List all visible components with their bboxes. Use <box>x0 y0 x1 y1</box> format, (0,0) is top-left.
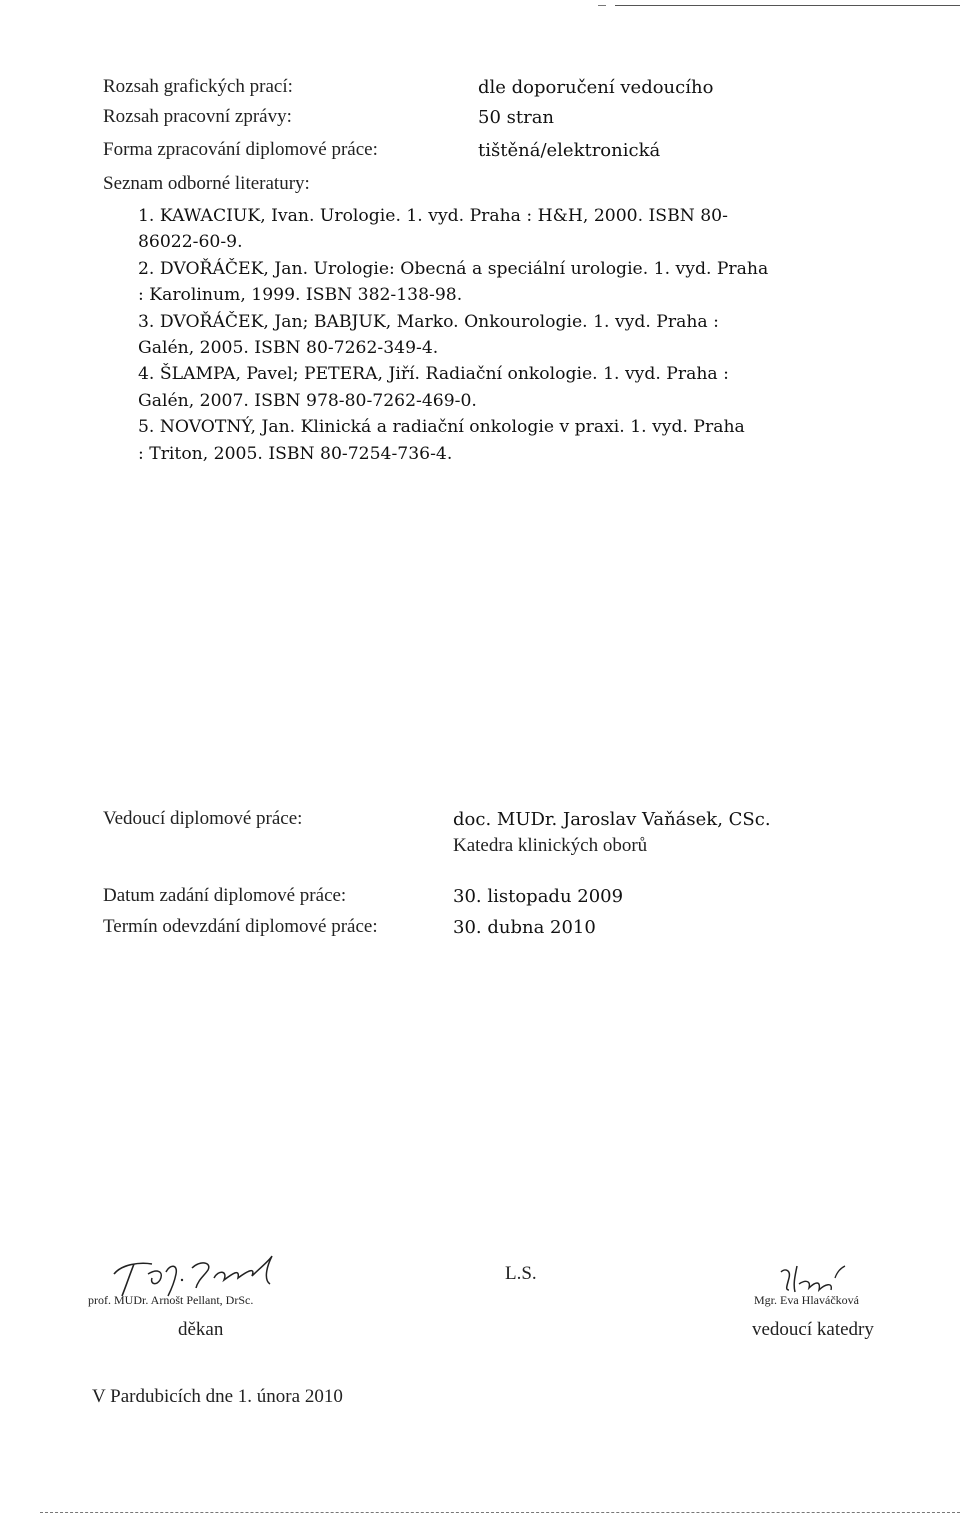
head-title: vedoucí katedry <box>752 1319 874 1340</box>
thesis-form-value: tištěná/elektronická <box>478 140 661 161</box>
submission-date-value: 30. dubna 2010 <box>453 917 596 938</box>
reference-line: : Triton, 2005. ISBN 80-7254-736-4. <box>138 443 453 464</box>
dean-title: děkan <box>178 1319 224 1340</box>
reference-line: 5. NOVOTNÝ, Jan. Klinická a radiační onkologie v praxi. 1. vyd. Praha <box>138 417 745 438</box>
references-list <box>138 203 928 467</box>
supervisor-department: Katedra klinických oborů <box>453 835 648 856</box>
assignment-date-value: 30. listopadu 2009 <box>453 886 624 907</box>
thesis-form-label: Forma zpracování diplomové práce: <box>103 139 378 160</box>
reference-line: Galén, 2007. ISBN 978-80-7262-469-0. <box>138 390 477 411</box>
reference-line: Galén, 2005. ISBN 80-7262-349-4. <box>138 338 439 359</box>
reference-line: 3. DVOŘÁČEK, Jan; BABJUK, Marko. Onkourologie. 1. vyd. Praha : <box>138 311 719 332</box>
reference-line: 86022-60-9. <box>138 232 243 253</box>
submission-date-label: Termín odevzdání diplomové práce: <box>103 916 378 937</box>
reference-line: : Karolinum, 1999. ISBN 382-138-98. <box>138 285 463 306</box>
scan-top-rule <box>615 5 960 6</box>
literature-label: Seznam odborné literatury: <box>103 173 310 194</box>
place-date: V Pardubicích dne 1. února 2010 <box>92 1386 343 1407</box>
seal-mark: L.S. <box>505 1263 537 1284</box>
reference-line: 1. KAWACIUK, Ivan. Urologie. 1. vyd. Praha : H&H, 2000. ISBN 80- <box>138 206 728 226</box>
head-name: Mgr. Eva Hlaváčková <box>754 1293 859 1307</box>
reference-line: 2. DVOŘÁČEK, Jan. Urologie: Obecná a speciální urologie. 1. vyd. Praha <box>138 258 769 279</box>
scan-bottom-rule <box>40 1512 960 1514</box>
graphics-scope-label: Rozsah grafických prací: <box>103 76 293 97</box>
scan-mark <box>598 5 606 6</box>
dean-name: prof. MUDr. Arnošt Pellant, DrSc. <box>88 1293 254 1307</box>
report-scope-value: 50 stran <box>478 107 555 128</box>
graphics-scope-value: dle doporučení vedoucího <box>478 77 714 98</box>
supervisor-name: doc. MUDr. Jaroslav Vaňásek, CSc. <box>453 809 771 830</box>
supervisor-label: Vedoucí diplomové práce: <box>103 808 303 829</box>
reference-line: 4. ŠLAMPA, Pavel; PETERA, Jiří. Radiační onkologie. 1. vyd. Praha : <box>138 364 729 385</box>
report-scope-label: Rozsah pracovní zprávy: <box>103 106 292 127</box>
assignment-date-label: Datum zadání diplomové práce: <box>103 885 347 906</box>
